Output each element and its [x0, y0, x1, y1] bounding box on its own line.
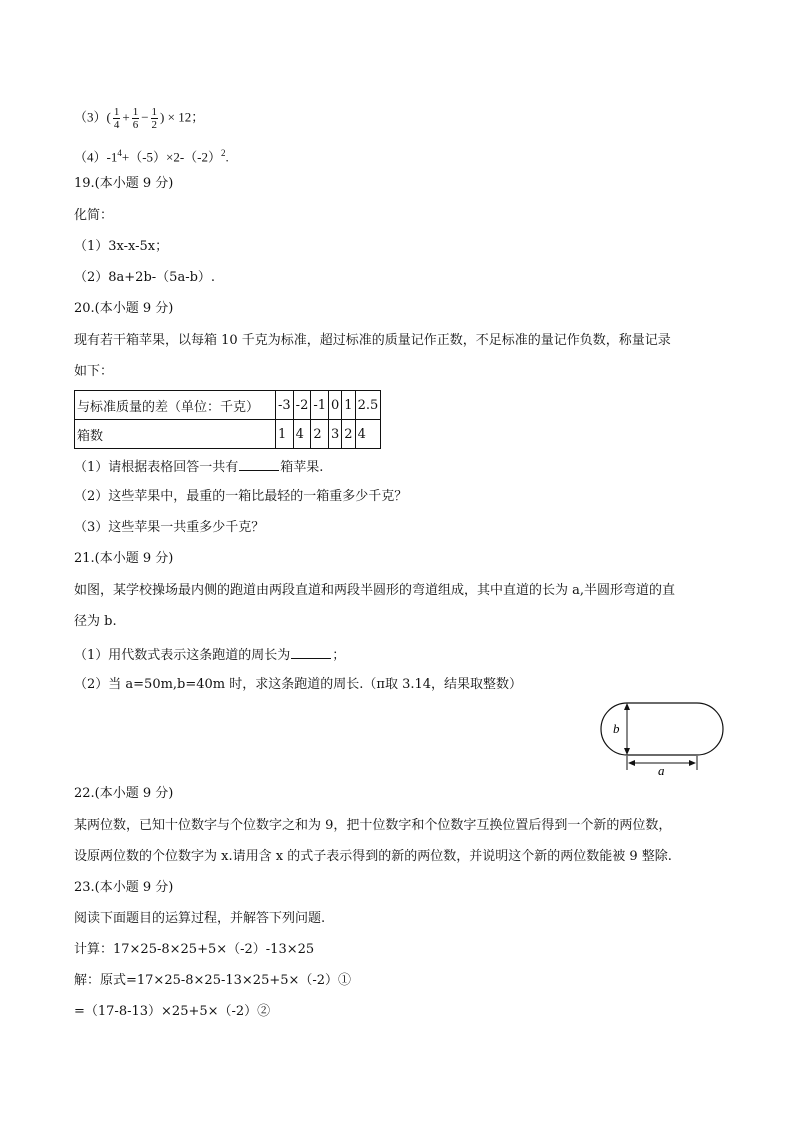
fraction-1-4	[113, 106, 121, 131]
q23-calc: 计算：17×25-8×25+5×（-2）-13×25	[74, 942, 315, 957]
q21-part1	[74, 645, 345, 665]
exponent: 4	[117, 148, 122, 158]
numerator: 1	[132, 106, 139, 118]
table-row-label: 与标准质量的差（单位：千克）	[75, 391, 276, 420]
q21-text-line2: 径为 b.	[74, 614, 117, 629]
table-cell: 4	[355, 420, 381, 449]
part-label: （4）	[74, 149, 107, 165]
table-cell: 3	[329, 420, 342, 449]
question-text: （1）用代数式表示这条跑道的周长为	[74, 648, 291, 663]
arrow-up-icon	[624, 703, 630, 710]
table-cell: 2.5	[355, 391, 381, 420]
q19-part1: （1）3x-x-5x；	[74, 239, 169, 254]
operator: −	[141, 109, 149, 125]
expression: -1	[106, 149, 118, 165]
table-cell: 4	[293, 420, 311, 449]
running-track-figure	[600, 700, 724, 776]
question-text: ；	[332, 648, 346, 663]
part-label: （3）	[74, 109, 107, 125]
q20-header: 20.(本小题 9 分)	[74, 301, 174, 316]
period: .	[225, 149, 229, 165]
table-row	[75, 420, 381, 449]
q19-part2: （2）8a+2b-（5a-b）.	[74, 270, 216, 285]
q18-part4	[74, 144, 229, 166]
table-cell: 1	[342, 391, 355, 420]
q22-header: 22.(本小题 9 分)	[74, 786, 174, 801]
answer-blank[interactable]	[239, 457, 279, 471]
arrow-down-icon	[624, 748, 630, 755]
q21-header: 21.(本小题 9 分)	[74, 551, 174, 566]
denominator: 6	[132, 119, 139, 131]
q18-part3	[74, 106, 204, 131]
q19-intro: 化简：	[74, 208, 114, 223]
fraction-1-6	[132, 106, 140, 131]
q20-part3: （3）这些苹果一共重多少千克？	[74, 520, 265, 535]
q23-solution-step2: =（17-8-13）×25+5×（-2）②	[74, 1004, 271, 1019]
question-text: （1）请根据表格回答一共有	[74, 460, 239, 475]
table-row-label: 箱数	[75, 420, 276, 449]
denominator: 2	[151, 119, 158, 131]
table-cell: 2	[311, 420, 329, 449]
q22-text-line2: 设原两位数的个位数字为 x.请用含 x 的式子表示得到的新的两位数，并说明这个新的两位数能被 9 整除.	[74, 849, 672, 864]
q20-part2: （2）这些苹果中，最重的一箱比最轻的一箱重多少千克？	[74, 489, 408, 504]
table-cell: -1	[311, 391, 329, 420]
q23-header: 23.(本小题 9 分)	[74, 880, 174, 895]
table-cell: -2	[293, 391, 311, 420]
operator: +	[122, 109, 130, 125]
q23-text-line1: 阅读下面题目的运算过程，并解答下列问题.	[74, 911, 326, 926]
q20-text-line2: 如下：	[74, 364, 114, 379]
label-a: a	[658, 763, 665, 776]
answer-blank[interactable]	[291, 645, 331, 659]
paren-open: (	[106, 109, 111, 125]
q22-text-line1: 某两位数，已知十位数字与个位数字之和为 9，把十位数字和个位数字互换位置后得到一个新的两位数，	[74, 818, 672, 833]
q21-part2: （2）当 a=50m,b=40m 时，求这条跑道的周长.（π取 3.14，结果取整数）	[74, 677, 523, 692]
fraction-1-2	[151, 106, 159, 131]
q21-text-line1: 如图，某学校操场最内侧的跑道由两段直道和两段半圆形的弯道组成，其中直道的长为 a,半圆形弯道的直	[74, 583, 676, 598]
exponent: 2	[221, 148, 226, 158]
table-row	[75, 391, 381, 420]
arrow-left-icon	[628, 760, 635, 766]
denominator: 4	[113, 119, 120, 131]
expression: +（-5）×2-（-2）	[121, 149, 222, 165]
numerator: 1	[151, 106, 158, 118]
q20-text-line1: 现有若干箱苹果，以每箱 10 千克为标准，超过标准的质量记作正数，不足标准的量记作负数，称量记录	[74, 333, 671, 348]
question-text: 箱苹果.	[280, 460, 324, 475]
table-cell: -3	[276, 391, 294, 420]
weight-difference-table	[74, 390, 381, 449]
q19-header: 19.(本小题 9 分)	[74, 176, 174, 191]
q23-solution-step1: 解：原式=17×25-8×25-13×25+5×（-2）①	[74, 973, 352, 988]
table-cell: 1	[276, 420, 294, 449]
table-cell: 2	[342, 420, 355, 449]
arrow-right-icon	[689, 760, 696, 766]
table-cell: 0	[329, 391, 342, 420]
expression-tail: ) × 12；	[160, 109, 205, 125]
numerator: 1	[113, 106, 120, 118]
label-b: b	[613, 721, 620, 736]
q20-part1	[74, 457, 323, 477]
